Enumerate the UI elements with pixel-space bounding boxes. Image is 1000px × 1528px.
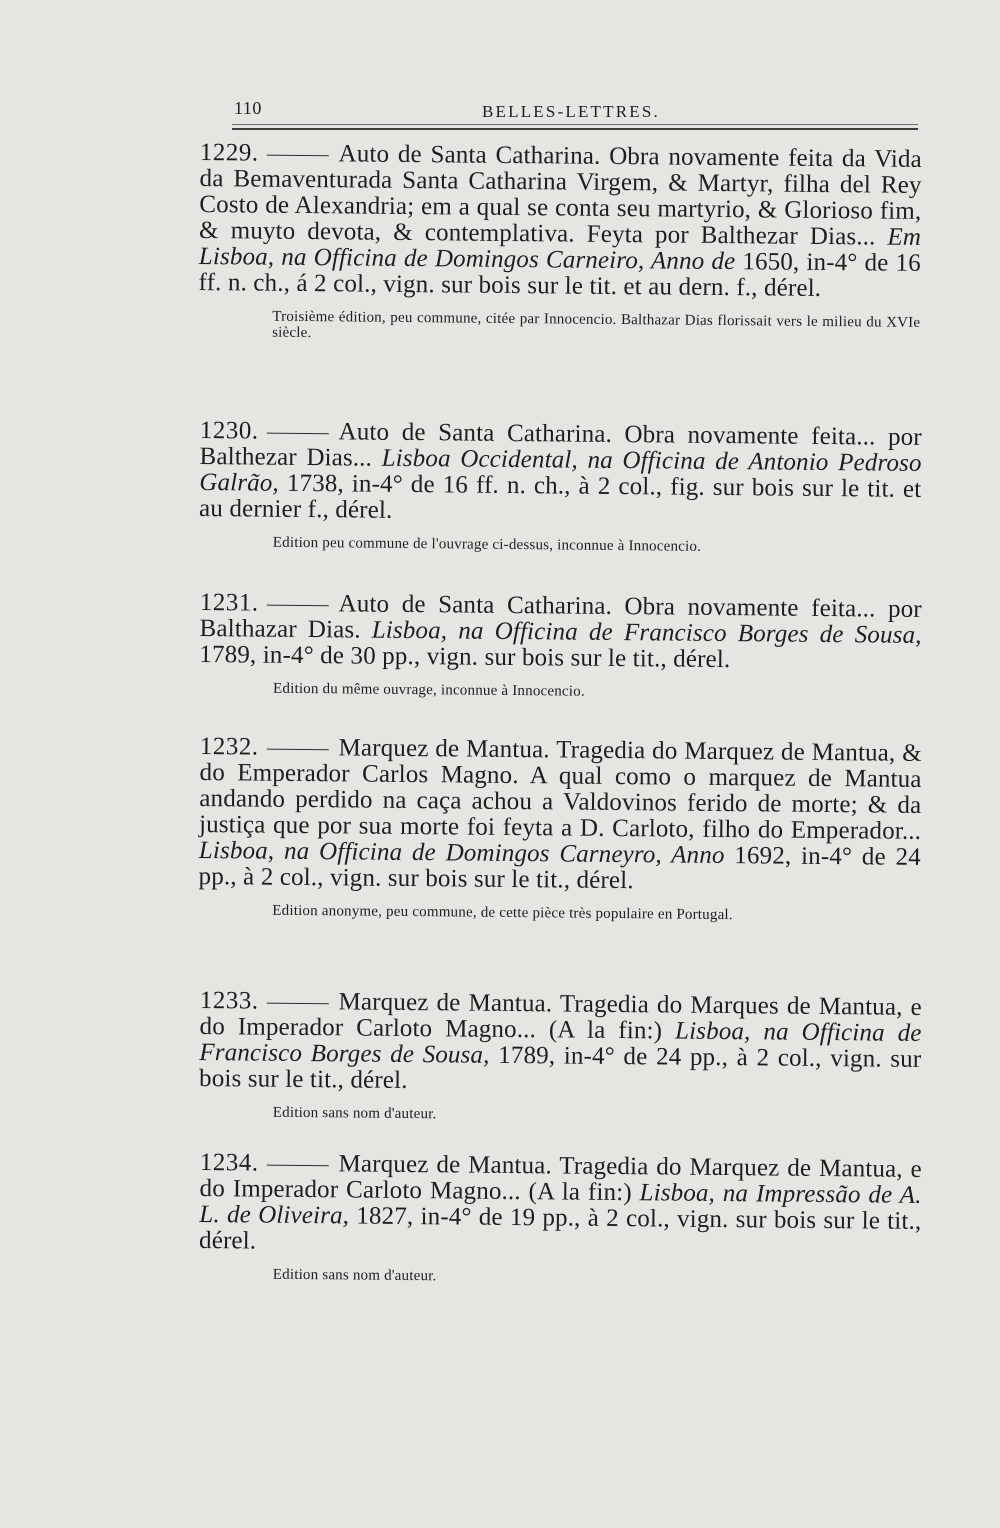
entry-number: 1233. xyxy=(199,987,259,1015)
entry-text xyxy=(199,418,922,529)
entry-imprint: Lisboa Occidental, na Officina de Antonio Pedroso Galrão, xyxy=(199,444,922,497)
entry-number: 1234. xyxy=(199,1149,259,1177)
entry-note: Edition sans nom d'auteur. xyxy=(272,1266,437,1285)
entry-dash xyxy=(267,1164,329,1166)
bibliography-entry-1234 xyxy=(199,1150,922,1289)
bibliography-entry-1230 xyxy=(199,418,922,557)
section-title: BELLES-LETTRES. xyxy=(482,102,660,121)
entry-collation: 1827, in-4° de 19 pp., à 2 col., vign. sur bois sur le tit., dérel. xyxy=(199,1202,922,1255)
entry-text xyxy=(199,1150,922,1261)
entry-note: Edition du même ouvrage, inconnue à Innocencio. xyxy=(272,680,585,700)
entry-collation: 1692, in-4° de 24 pp., à 2 col., vign. sur bois sur le tit., dérel. xyxy=(198,842,921,895)
entry-collation: 1738, in-4° de 16 ff. n. ch., à 2 col., fig. sur bois sur le tit. et au dernier f., dérel. xyxy=(199,469,922,524)
bibliography-entry-1231 xyxy=(199,590,922,703)
entry-imprint: Lisboa, na Officina de Francisco Borges de Sousa, xyxy=(371,616,922,649)
entry-imprint: Lisboa, na Impressão de A. L. de Oliveira, xyxy=(199,1179,922,1230)
entry-collation: 1789, in-4° de 24 pp., à 2 col., vign. sur bois sur le tit., dérel. xyxy=(199,1041,922,1094)
entry-imprint: Lisboa, na Officina de Domingos Carneyro, Anno xyxy=(198,836,725,870)
entry-text xyxy=(199,590,922,675)
entry-dash xyxy=(267,432,329,434)
entry-text xyxy=(199,734,922,897)
entry-number: 1230. xyxy=(199,417,259,445)
header-rule-thin xyxy=(232,124,918,125)
bibliography-entry-1229 xyxy=(198,140,922,347)
entry-number: 1231. xyxy=(199,589,259,617)
bibliography-entry-1232 xyxy=(198,734,922,925)
entry-note: Edition sans nom d'auteur. xyxy=(272,1104,437,1123)
entry-number: 1232. xyxy=(199,733,259,761)
entry-collation: 1650, in-4° de 16 ff. n. ch., á 2 col., vign. sur bois sur le tit. et au dern. f., dérel. xyxy=(198,248,921,302)
entry-note: Edition peu commune de l'ouvrage ci-dessus, inconnue à Innocencio. xyxy=(272,534,702,555)
page-number: 110 xyxy=(234,98,262,118)
entry-title: Auto de Santa Catharina. Obra novamente feita... por Balthezar Dias... xyxy=(199,418,922,472)
entry-title: Auto de Santa Catharina. Obra novamente feita... por Balthazar Dias. xyxy=(199,590,922,644)
entry-number: 1229. xyxy=(199,139,259,167)
entry-text xyxy=(199,988,922,1099)
entry-dash xyxy=(267,748,329,750)
entry-title: Marquez de Mantua. Tragedia do Marquez de Mantua, & do Emperador Carlos Magno. A qual como o marquez de Mantua andando perdido na caça achou a Valdovinos ferido de morte; & da justiça que por sua morte foi feyta a D. Carloto, filho do Emperador... xyxy=(199,734,922,845)
entry-dash xyxy=(267,604,329,606)
entry-dash xyxy=(267,1002,329,1004)
entry-title: Marquez de Mantua. Tragedia do Marques de Mantua, e do Imperador Carloto Magno... (A la fin:) xyxy=(199,988,922,1045)
bibliography-entry-1233 xyxy=(199,988,922,1127)
header-rule-thick xyxy=(232,128,918,130)
running-head xyxy=(232,96,918,136)
entry-text xyxy=(199,140,922,303)
entry-note: Troisième édition, peu commune, citée par Innocencio. Balthazar Dias florissait vers le milieu du XVIe siècle. xyxy=(272,308,921,342)
entry-imprint: Em Lisboa, na Officina de Domingos Carneiro, Anno de xyxy=(198,223,922,276)
entry-imprint: Lisboa, na Officina de Francisco Borges de Sousa, xyxy=(199,1017,922,1069)
entry-collation: 1789, in-4° de 30 pp., vign. sur bois sur le tit., dérel. xyxy=(199,640,731,674)
entry-title: Marquez de Mantua. Tragedia do Marquez de Mantua, e do Imperador Carloto Magno... (A la fin:) xyxy=(199,1150,922,1207)
entry-note: Edition anonyme, peu commune, de cette pièce très populaire en Portugal. xyxy=(272,902,733,924)
entry-dash xyxy=(267,154,329,156)
entry-title: Auto de Santa Catharina. Obra novamente feita da Vida da Bemaventurada Santa Catharina Virgem, & Martyr, filha del Rey Costo de Alexandria; em a qual se conta seu martyrio, & Glorioso fim, & muyto devota, & contemplativa. Feyta por Balthezar Dias... xyxy=(199,140,922,251)
